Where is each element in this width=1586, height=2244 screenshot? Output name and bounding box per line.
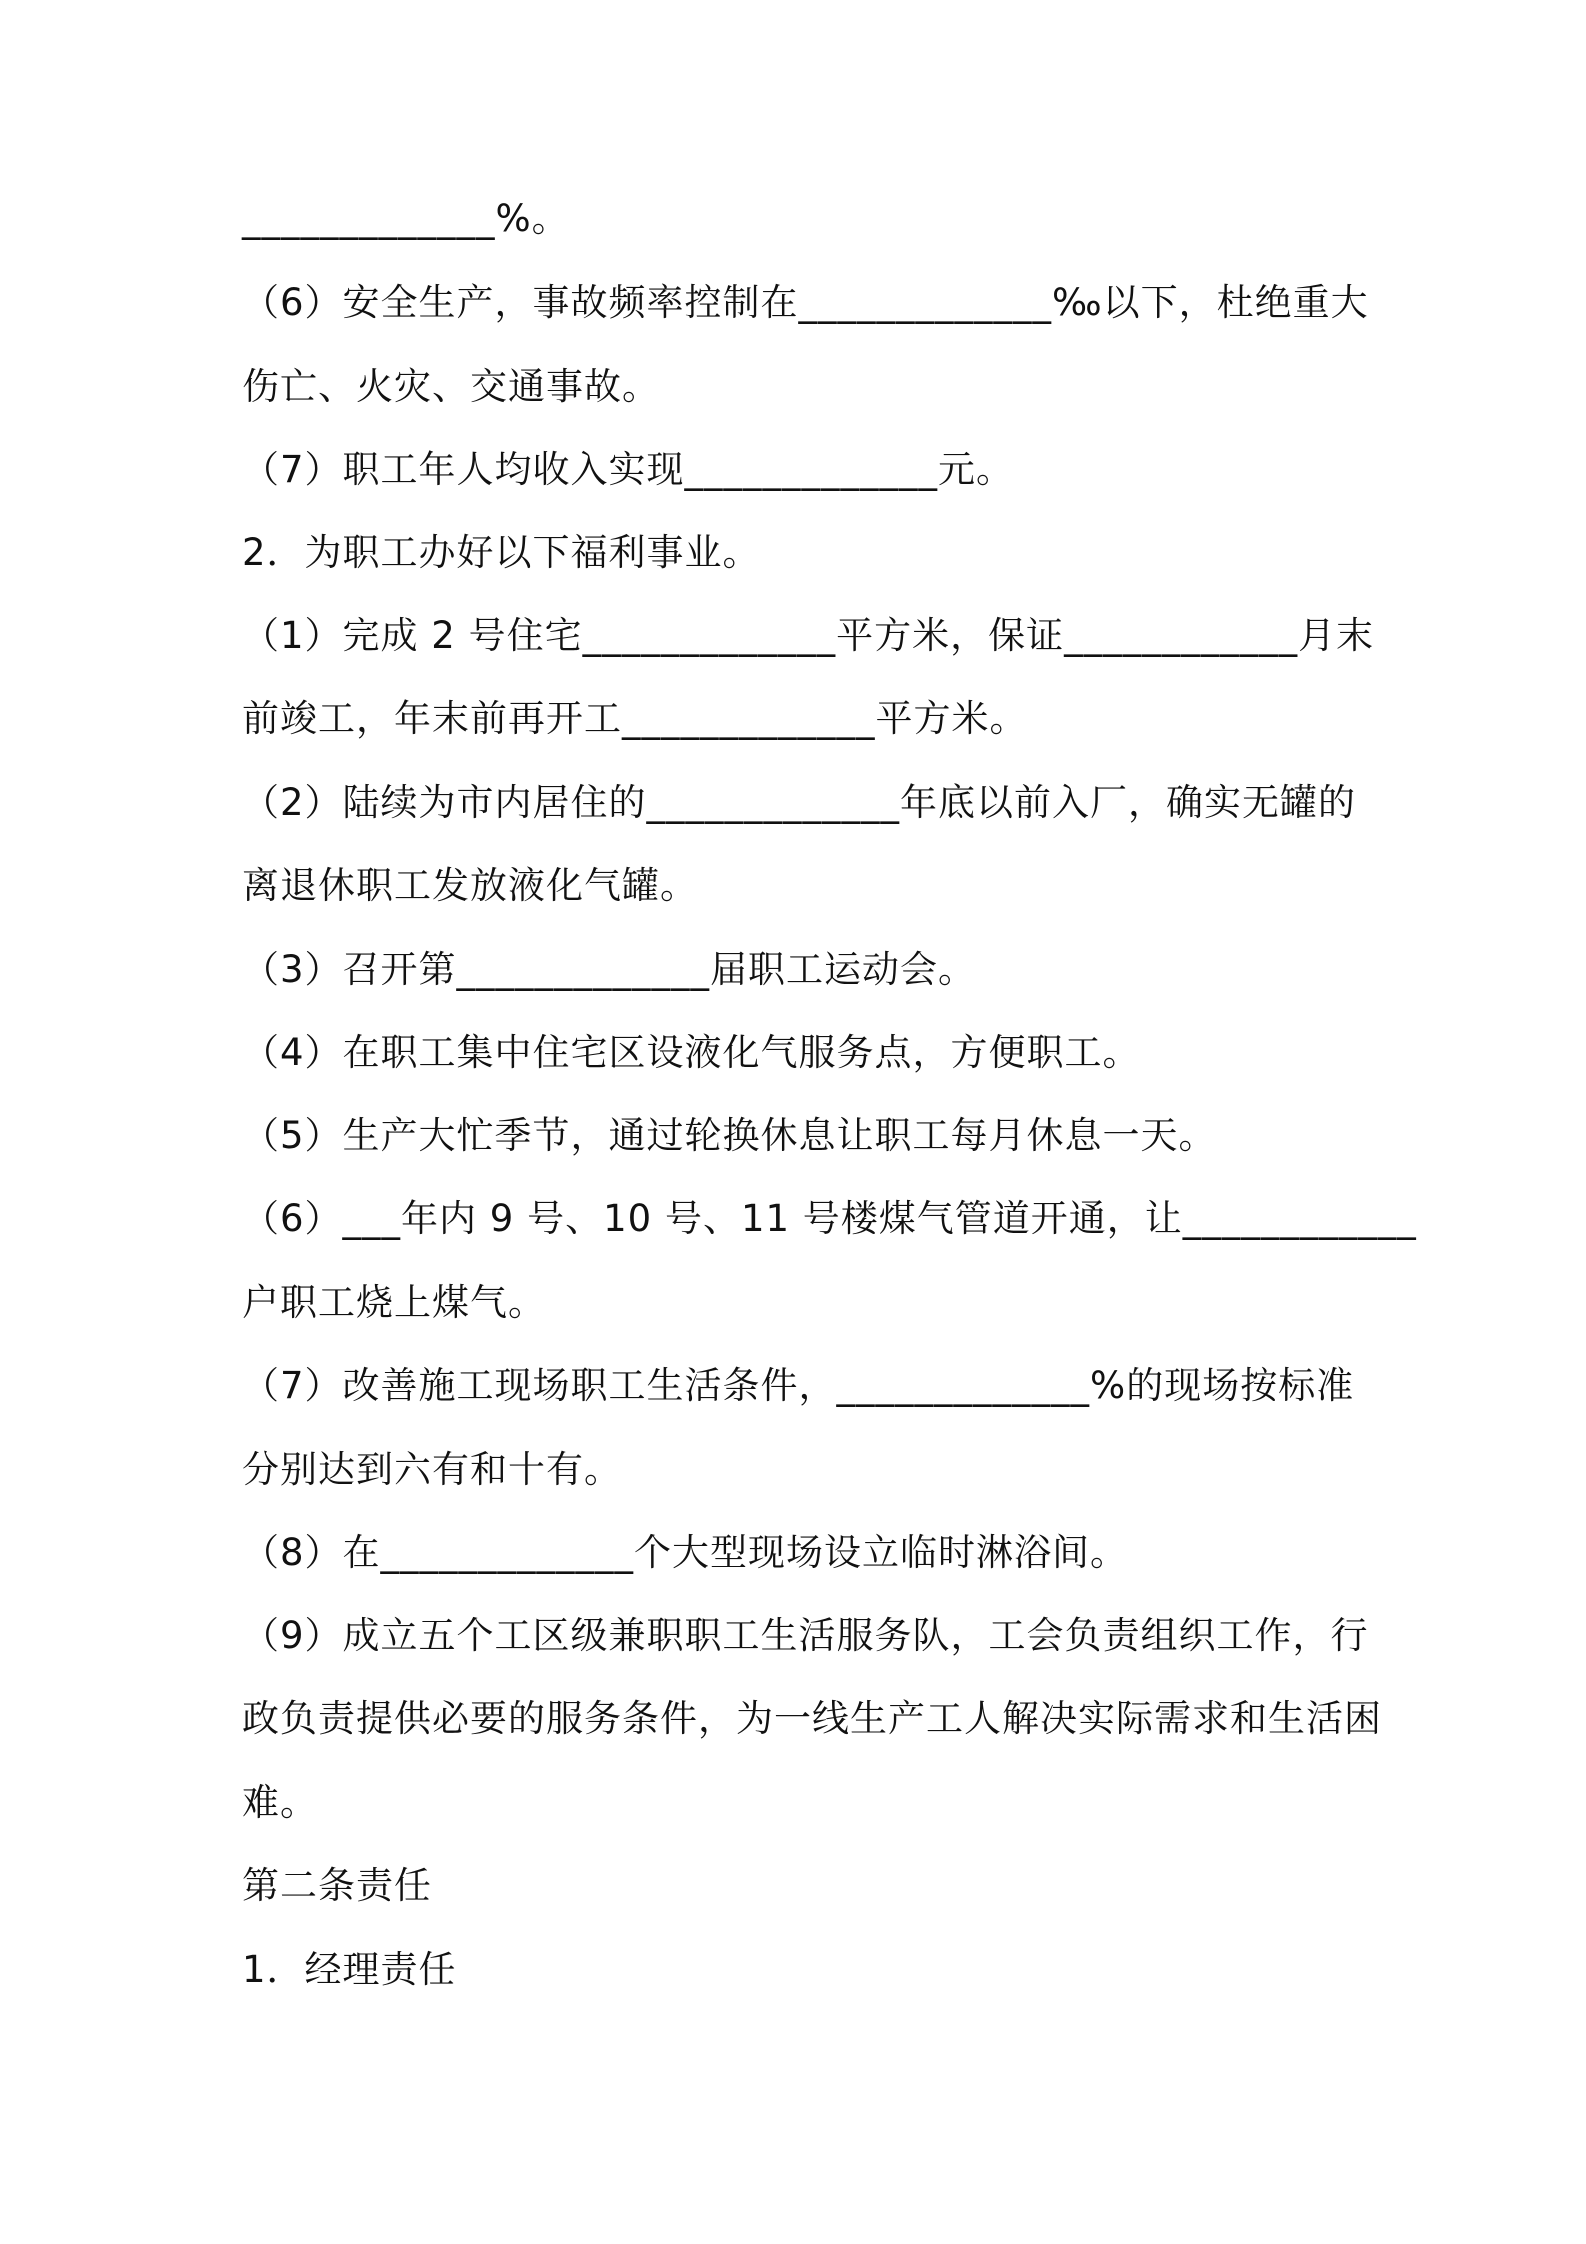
text-line: （6）___年内 9 号、10 号、11 号楼煤气管道开通，让____________ — [242, 1197, 1417, 1240]
text-line: （3）召开第_____________届职工运动会。 — [242, 948, 977, 991]
text-line: （5）生产大忙季节，通过轮换休息让职工每月休息一天。 — [242, 1114, 1217, 1157]
text-line: （4）在职工集中住宅区设液化气服务点，方便职工。 — [242, 1031, 1141, 1074]
text-line: 离退休职工发放液化气罐。 — [242, 864, 698, 907]
text-line: （9）成立五个工区级兼职职工生活服务队，工会负责组织工作，行 — [242, 1614, 1369, 1657]
text-line: 伤亡、火灾、交通事故。 — [242, 365, 660, 408]
section-heading: 第二条责任 — [242, 1864, 432, 1907]
text-line: （6）安全生产，事故频率控制在_____________‰以下，杜绝重大 — [242, 281, 1369, 324]
text-line: 政负责提供必要的服务条件，为一线生产工人解决实际需求和生活困 — [242, 1697, 1382, 1740]
text-line: 分别达到六有和十有。 — [242, 1448, 622, 1491]
subsection-heading: 1．经理责任 — [242, 1948, 457, 1991]
text-line: （7）改善施工现场职工生活条件，_____________%的现场按标准 — [242, 1364, 1355, 1407]
text-line: _____________%。 — [242, 197, 570, 240]
text-line: （2）陆续为市内居住的_____________年底以前入厂，确实无罐的 — [242, 781, 1357, 824]
text-line: （8）在_____________个大型现场设立临时淋浴间。 — [242, 1531, 1129, 1574]
text-line: 2．为职工办好以下福利事业。 — [242, 531, 761, 574]
text-line: （1）完成 2 号住宅_____________平方米，保证____________月末 — [242, 614, 1375, 657]
text-line: 前竣工，年末前再开工_____________平方米。 — [242, 697, 1028, 740]
text-line: （7）职工年人均收入实现_____________元。 — [242, 448, 1015, 491]
text-line: 户职工烧上煤气。 — [242, 1281, 546, 1324]
text-line: 难。 — [242, 1781, 318, 1824]
